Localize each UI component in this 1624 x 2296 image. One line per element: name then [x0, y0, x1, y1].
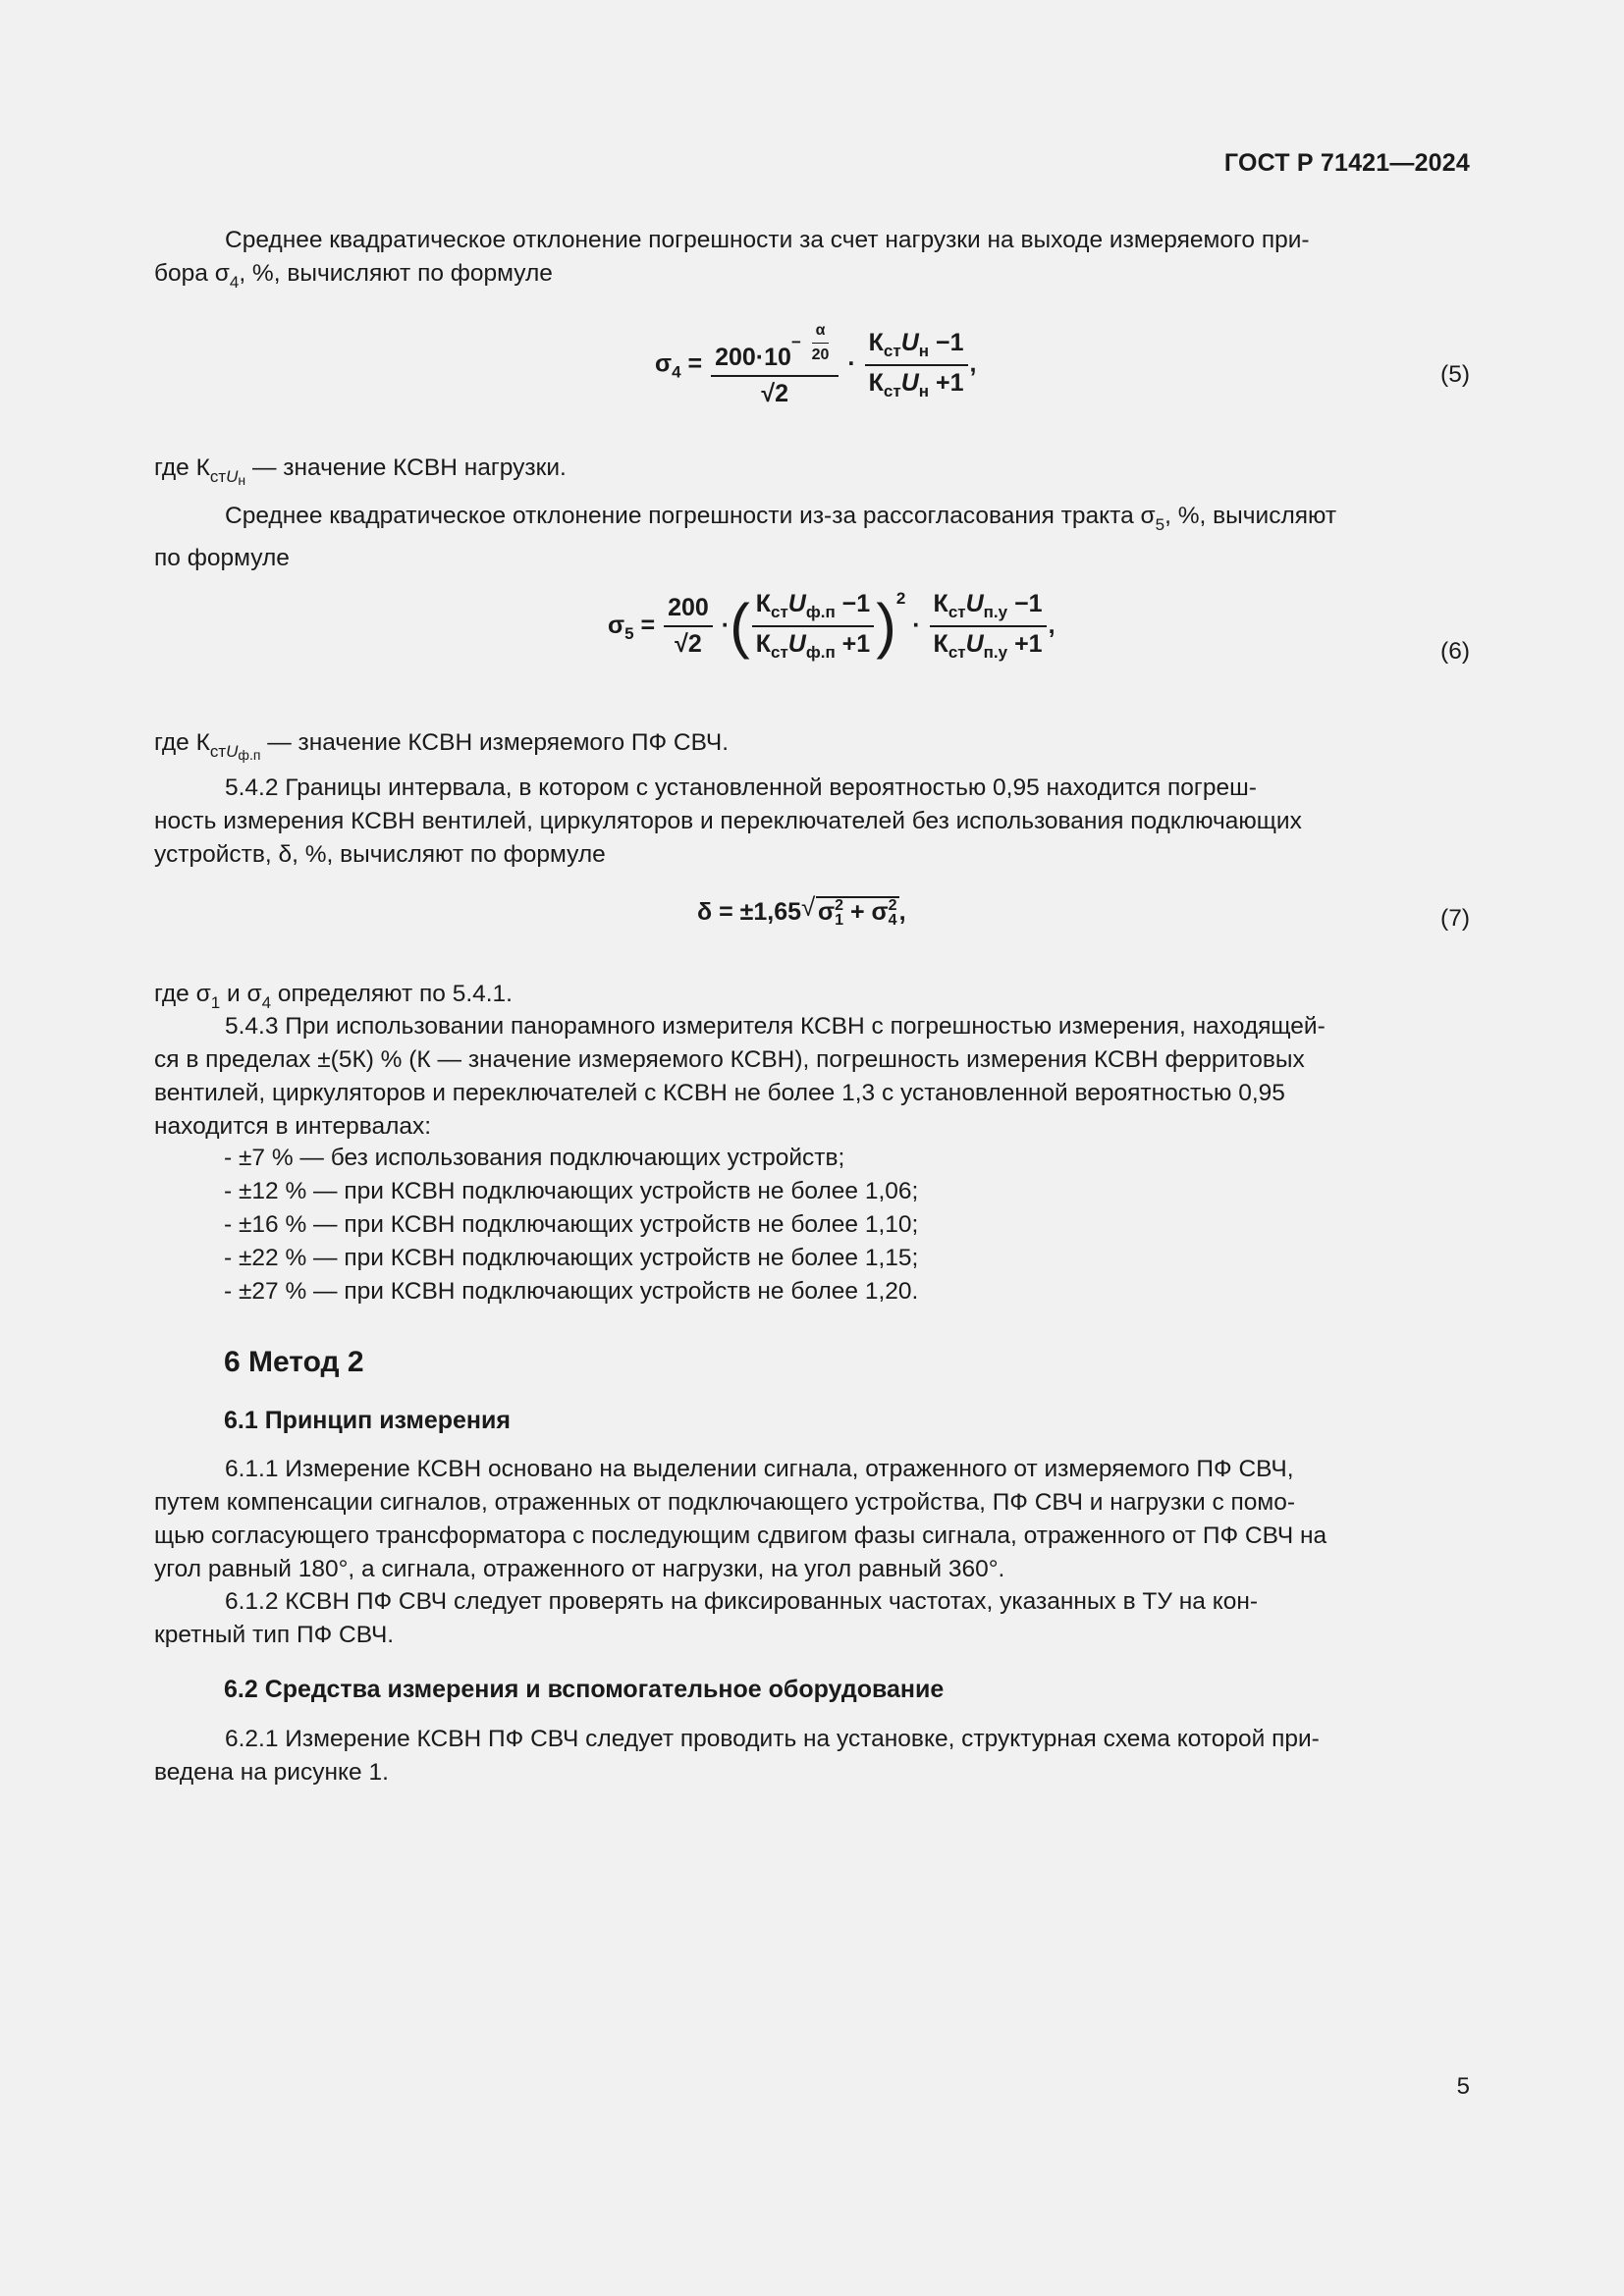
fraction-ksvn-device: $\frac{К_{ст}U_{ф.п} -1}{К_{ст}U_{ф.п} +1}$ — [752, 590, 874, 663]
paragraph-6-1-2 — [154, 1585, 1470, 1652]
text-line: 6.1.1 Измерение КСВН основано на выделении сигнала, отраженного от измеряемого ПФ СВЧ, — [225, 1456, 1294, 1482]
text-line: находится в интервалах: — [154, 1113, 432, 1140]
paragraph-5-4-3 — [154, 1010, 1470, 1144]
equation-7 — [154, 891, 1470, 950]
text-line: ся в пределах ±(5К) % (К — значение измеряемого КСВН), погрешность измерения КСВН ферритовых — [154, 1046, 1305, 1073]
text-line: Среднее квадратическое отклонение погрешности за счет нагрузки на выходе измеряемого при- — [225, 227, 1310, 253]
section-heading-6-2: 6.2 Средства измерения и вспомогательное оборудование — [224, 1676, 945, 1703]
paragraph-where-ksvn-load: где $К_{стUн}$ — значение КСВН нагрузки. — [154, 454, 567, 488]
text-line: щью согласующего трансформатора с последующим сдвигом фазы сигнала, отраженного от ПФ СВЧ на — [154, 1522, 1327, 1549]
text-line: 5.4.2 Границы интервала, в котором с установленной вероятностью 0,95 находится погреш- — [225, 774, 1257, 801]
text-line: путем компенсации сигналов, отраженных от подключающего устройства, ПФ СВЧ и нагрузки с помо- — [154, 1489, 1296, 1516]
list-item: - ±7 % — без использования подключающих устройств; — [224, 1145, 845, 1171]
paragraph-where-ksvn-device: где $К_{стUф.п}$ — значение КСВН измеряемого ПФ СВЧ. — [154, 729, 729, 763]
text-line: по формуле — [154, 545, 290, 571]
text-line: 5.4.3 При использовании панорамного измерителя КСВН с погрешностью измерения, находящей- — [225, 1013, 1326, 1040]
paragraph-6-2-1 — [154, 1723, 1470, 1789]
text-line: 6.2.1 Измерение КСВН ПФ СВЧ следует проводить на установке, структурная схема которой при- — [225, 1726, 1320, 1752]
interval-list — [224, 1142, 918, 1308]
page-number: 5 — [1456, 2073, 1470, 2100]
list-item: - ±22 % — при КСВН подключающих устройств не более 1,15; — [224, 1245, 919, 1271]
list-item: - ±16 % — при КСВН подключающих устройств не более 1,10; — [224, 1211, 919, 1238]
paragraph-sigma4-intro — [154, 224, 1470, 299]
equation-number-6: (6) — [1440, 638, 1470, 665]
text-line: Среднее квадратическое отклонение погрешности из-за рассогласования тракта $\sigma_5$, %, вычисляют — [225, 503, 1337, 534]
text-line: бора $\sigma_4$, %, вычисляют по формуле — [154, 260, 553, 292]
text-line: 6.1.2 КСВН ПФ СВЧ следует проверять на фиксированных частотах, указанных в ТУ на кон- — [225, 1588, 1259, 1615]
text-line: вентилей, циркуляторов и переключателей с КСВН не более 1,3 с установленной вероятностью 0,95 — [154, 1080, 1285, 1106]
text-line: кретный тип ПФ СВЧ. — [154, 1622, 395, 1648]
document-code-header: ГОСТ Р 71421—2024 — [1223, 149, 1470, 177]
list-item: - ±12 % — при КСВН подключающих устройств не более 1,06; — [224, 1178, 919, 1204]
equation-number-7: (7) — [1440, 905, 1470, 932]
equation-6 — [154, 589, 1470, 697]
paragraph-sigma5-intro — [154, 500, 1470, 575]
section-heading-6-1: 6.1 Принцип измерения — [224, 1407, 511, 1434]
section-heading-6: 6 Метод 2 — [224, 1346, 364, 1378]
formula-sigma4: $\sigma_4$ = $200\cdot 10^{- \frac{\alpha}{20}}$ √2 · $\frac{К_{ст}U_н -1}{К_{ст}U_н +1}$ , — [655, 322, 977, 407]
fraction-200-sqrt2: $\frac{200}{√2}$ — [664, 594, 713, 659]
text-line: устройств, δ, %, вычисляют по формуле — [154, 841, 606, 868]
paragraph-5-4-2 — [154, 772, 1470, 872]
paragraph-where-sigma1-sigma4: где $\sigma_1$ и $\sigma_4$ определяют по 5.4.1. — [154, 981, 513, 1012]
text-line: угол равный 180°, а сигнала, отраженного от нагрузки, на угол равный 360°. — [154, 1556, 1005, 1582]
equation-5 — [154, 322, 1470, 430]
fraction-ksvn-connector: $\frac{К_{ст}U_{п.у} -1}{К_{ст}U_{п.у} +1}$ — [930, 590, 1047, 663]
fraction-ksvn-load: $\frac{К_{ст}U_н -1}{К_{ст}U_н +1}$ — [865, 329, 968, 401]
formula-sigma5: $\sigma_5$ = $\frac{200}{√2}$ ·( $\frac{К_{ст}U_{ф.п} -1}{К_{ст}U_{ф.п} +1}$ )$^2$ · $\frac{К_{ст}U_{п.у} -1}{К_{ст}U_{п.у} +1}$ , — [608, 589, 1056, 663]
text-line: ность измерения КСВН вентилей, циркуляторов и переключателей без использования подключающих — [154, 808, 1302, 834]
formula-delta: δ = ±1,65 √ σ 2 1 + σ 2 4 , — [697, 892, 906, 930]
text-line: ведена на рисунке 1. — [154, 1759, 389, 1786]
equation-number-5: (5) — [1440, 361, 1470, 388]
list-item: - ±27 % — при КСВН подключающих устройств не более 1,20. — [224, 1278, 919, 1305]
fraction-main-sigma4: $200\cdot 10^{- \frac{\alpha}{20}}$ √2 — [711, 322, 839, 408]
paragraph-6-1-1 — [154, 1453, 1470, 1586]
